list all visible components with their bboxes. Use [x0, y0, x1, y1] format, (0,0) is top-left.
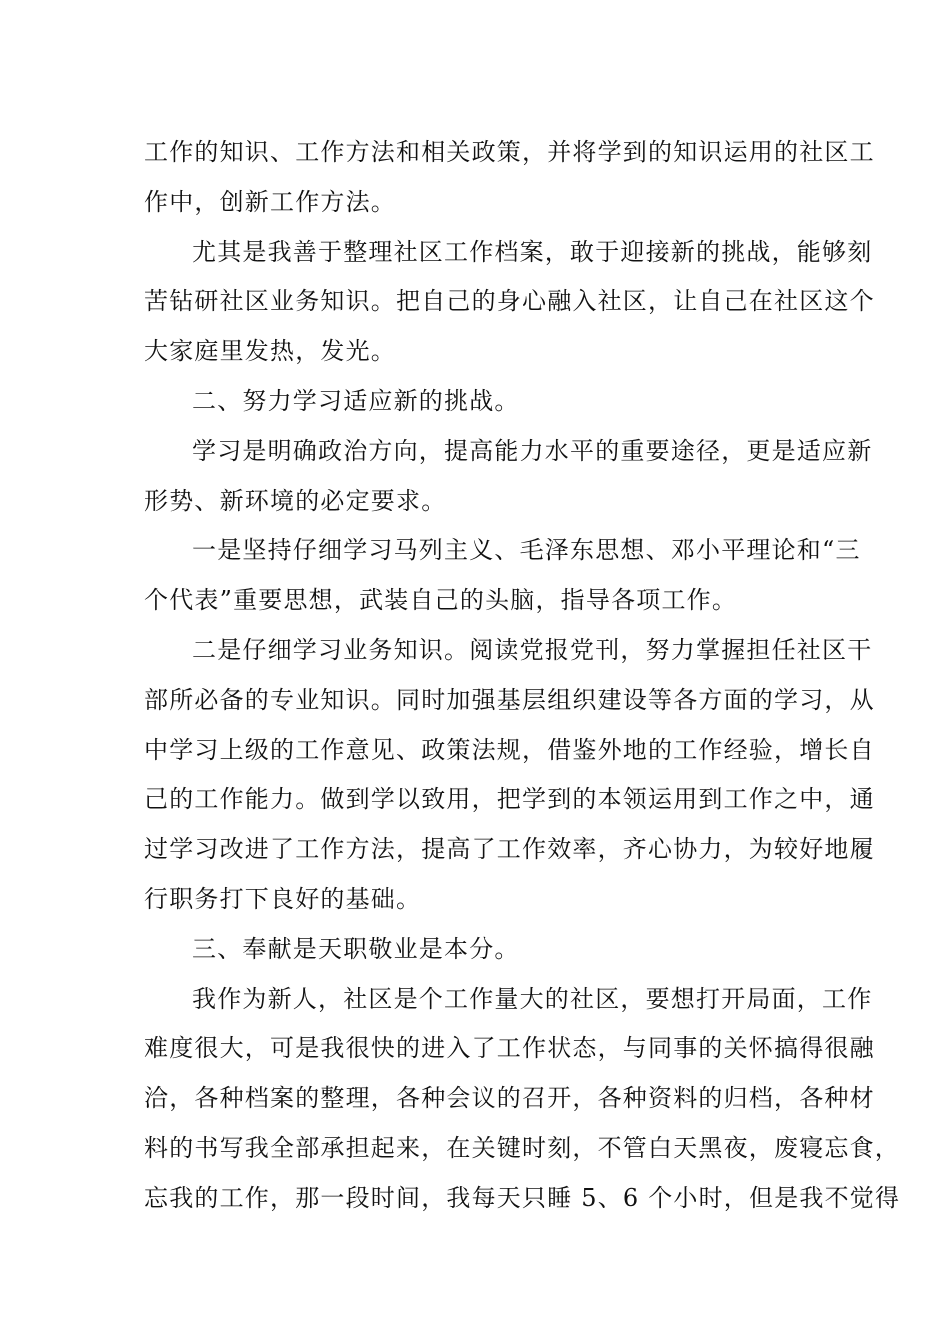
text-line: 过学习改进了工作方法，提高了工作效率，齐心协力，为较好地履 [144, 835, 875, 864]
text-line: 己的工作能力。做到学以致用，把学到的本领运用到工作之中，通 [144, 785, 875, 814]
text-line: 工作的知识、工作方法和相关政策，并将学到的知识运用的社区工 [144, 138, 875, 166]
text-line: 难度很大，可是我很快的进入了工作状态，与同事的关怀搞得很融 [144, 1034, 875, 1063]
text-line: 大家庭里发热，发光。 [144, 337, 396, 366]
text-line: 行职务打下良好的基础。 [144, 884, 422, 913]
text-line: 我作为新人，社区是个工作量大的社区，要想打开局面，工作 [192, 984, 873, 1013]
text-line: 形势、新环境的必定要求。 [144, 486, 447, 515]
text-line: 一是坚持仔细学习马列主义、毛泽东思想、邓小平理论和“三 [192, 536, 861, 565]
text-line: 尤其是我善于整理社区工作档案，敢于迎接新的挑战，能够刻 [192, 237, 873, 266]
text-line: 料的书写我全部承担起来，在关键时刻，不管白天黑夜，废寝忘食， [144, 1133, 900, 1162]
document-body [144, 128, 901, 1224]
text-line: 作中，创新工作方法。 [144, 187, 396, 216]
text-line: 部所必备的专业知识。同时加强基层组织建设等各方面的学习，从 [144, 685, 875, 714]
text-line: 洽，各种档案的整理，各种会议的召开，各种资料的归档，各种材 [144, 1084, 875, 1113]
text-line: 个代表”重要思想，武装自己的头脑，指导各项工作。 [144, 586, 738, 615]
section-heading: 三、奉献是天职敬业是本分。 [192, 934, 520, 963]
text-line: 二是仔细学习业务知识。阅读党报党刊，努力掌握担任社区干 [192, 635, 873, 664]
text-line: 苦钻研社区业务知识。把自己的身心融入社区，让自己在社区这个 [144, 287, 875, 316]
section-heading: 二、努力学习适应新的挑战。 [192, 386, 520, 415]
text-line: 学习是明确政治方向，提高能力水平的重要途径，更是适应新 [192, 436, 873, 465]
text-line: 中学习上级的工作意见、政策法规，借鉴外地的工作经验，增长自 [144, 735, 875, 764]
text-line: 忘我的工作，那一段时间，我每天只睡 5、6 个小时，但是我不觉得 [144, 1183, 901, 1212]
